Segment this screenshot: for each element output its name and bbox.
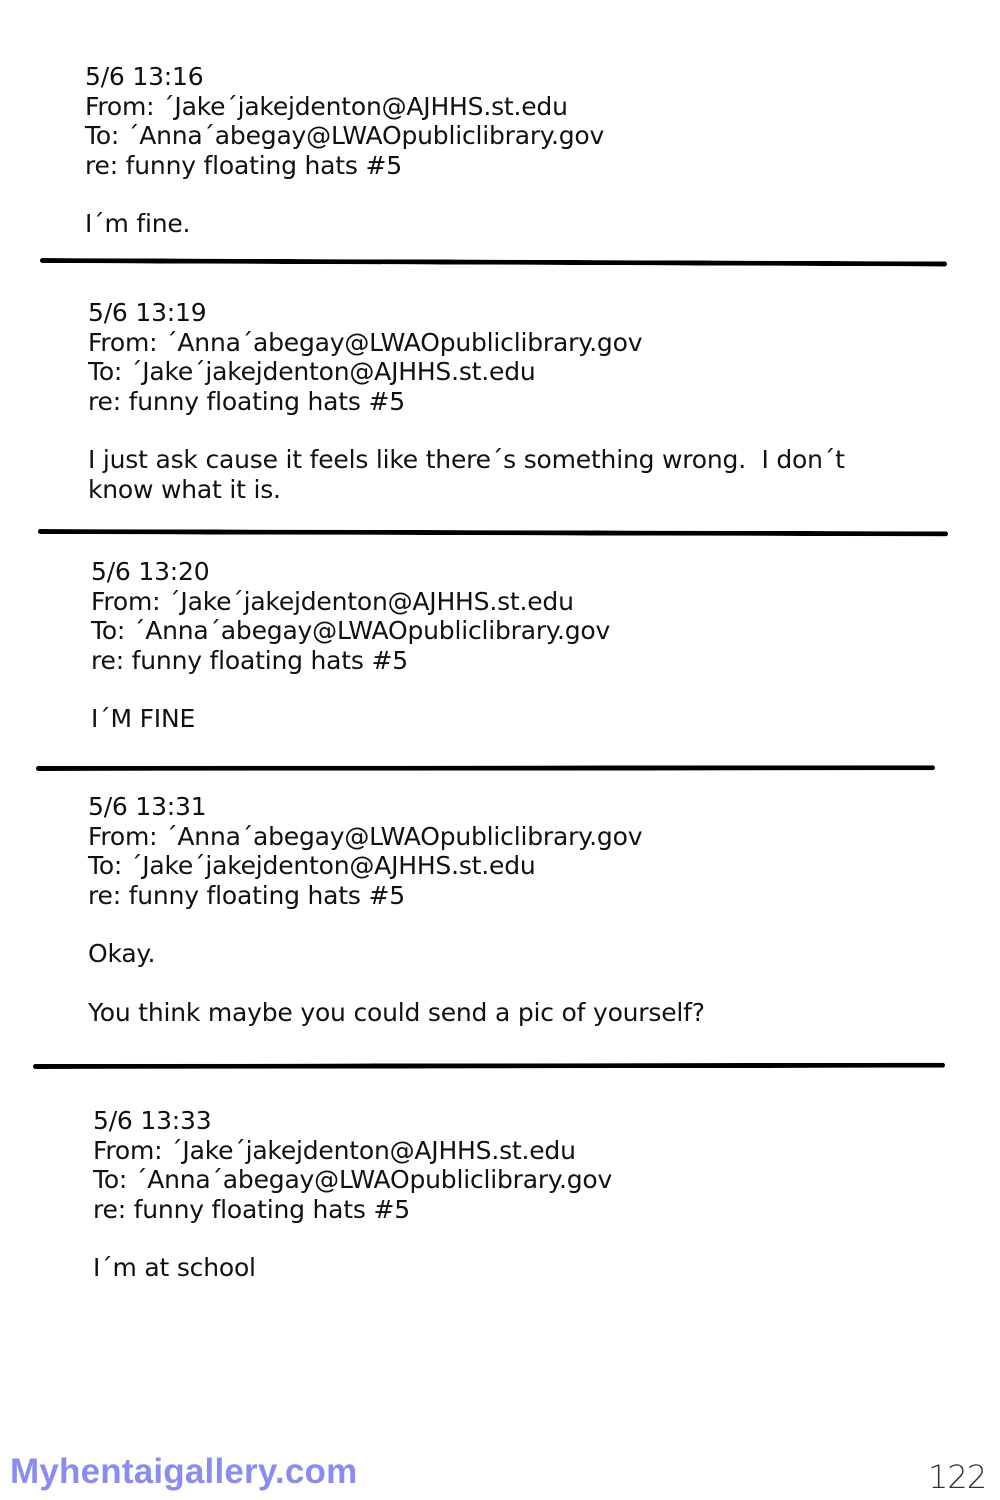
- email-timestamp: 5/6 13:20: [91, 557, 210, 586]
- email-subject: re: funny floating hats #5: [88, 880, 405, 910]
- email-message-4: [88, 792, 705, 1027]
- email-body-paragraph: I´M FINE: [91, 704, 196, 733]
- email-body: [88, 939, 705, 1027]
- watermark-text: Myhentaigallery.com: [10, 1452, 358, 1491]
- email-body-paragraph: Okay.: [88, 939, 156, 968]
- email-body: [85, 209, 604, 239]
- email-subject: re: funny floating hats #5: [91, 645, 408, 675]
- message-divider: [40, 258, 947, 266]
- email-to: To: ´Jake´jakejdenton@AJHHS.st.edu: [88, 851, 536, 880]
- email-message-5: [93, 1106, 612, 1283]
- email-from: From: ´Jake´jakejdenton@AJHHS.st.edu: [85, 91, 568, 121]
- email-body-paragraph: I just ask cause it feels like there´s something wrong. I don´t know what it is.: [88, 445, 845, 504]
- email-subject: re: funny floating hats #5: [85, 150, 402, 180]
- message-divider: [33, 1063, 945, 1069]
- email-timestamp: 5/6 13:33: [93, 1106, 212, 1135]
- email-body: [88, 445, 845, 504]
- page-number: 122: [928, 1458, 987, 1496]
- email-timestamp: 5/6 13:16: [85, 62, 204, 91]
- email-timestamp: 5/6 13:31: [88, 792, 207, 821]
- email-to: To: ´Anna´abegay@LWAOpubliclibrary.gov: [93, 1165, 613, 1194]
- email-from: From: ´Jake´jakejdenton@AJHHS.st.edu: [91, 586, 574, 616]
- email-body: [91, 704, 610, 734]
- email-to: To: ´Jake´jakejdenton@AJHHS.st.edu: [88, 357, 536, 386]
- email-body: [93, 1253, 612, 1283]
- email-message-2: [88, 298, 845, 504]
- email-subject: re: funny floating hats #5: [93, 1194, 410, 1224]
- email-body-paragraph: I´m fine.: [85, 209, 191, 238]
- email-timestamp: 5/6 13:19: [88, 298, 207, 327]
- email-message-3: [91, 557, 610, 734]
- message-divider: [36, 765, 935, 771]
- email-from: From: ´Jake´jakejdenton@AJHHS.st.edu: [93, 1135, 576, 1165]
- email-from: From: ´Anna´abegay@LWAOpubliclibrary.gov: [88, 327, 643, 357]
- email-to: To: ´Anna´abegay@LWAOpubliclibrary.gov: [91, 616, 611, 645]
- email-message-1: [85, 62, 604, 239]
- email-body-paragraph: I´m at school: [93, 1253, 256, 1282]
- email-from: From: ´Anna´abegay@LWAOpubliclibrary.gov: [88, 821, 643, 851]
- email-to: To: ´Anna´abegay@LWAOpubliclibrary.gov: [85, 121, 605, 150]
- message-divider: [38, 529, 948, 536]
- email-subject: re: funny floating hats #5: [88, 386, 405, 416]
- email-body-paragraph: You think maybe you could send a pic of yourself?: [88, 997, 705, 1027]
